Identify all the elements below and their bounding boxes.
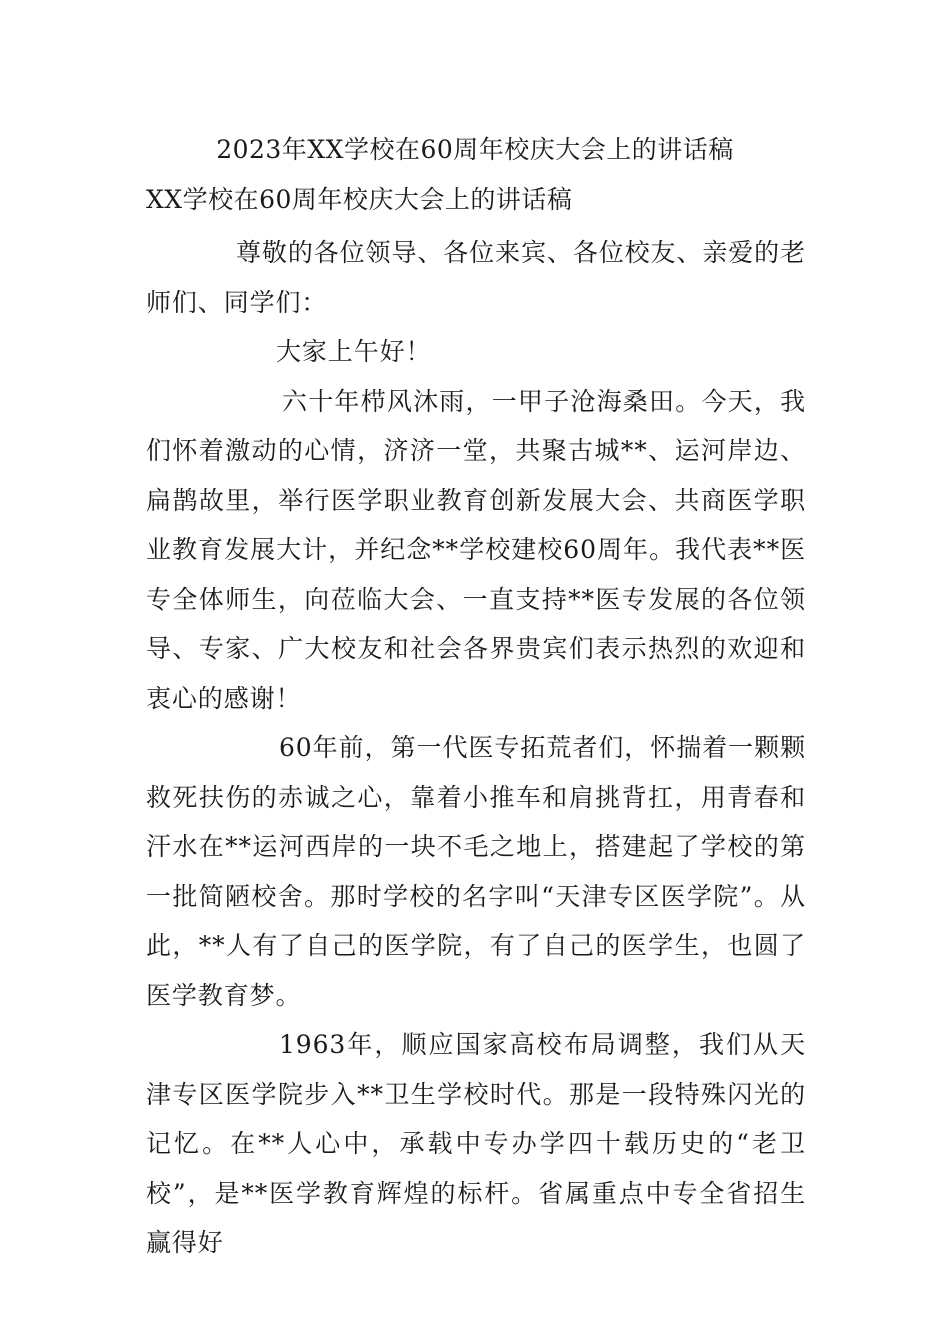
- document-subtitle: XX学校在60周年校庆大会上的讲话稿: [146, 185, 573, 214]
- document-body: [146, 228, 806, 1268]
- body-paragraph: 60年前，第一代医专拓荒者们，怀揣着一颗颗救死扶伤的赤诚之心，靠着小推车和肩挑背扛，用青春和汗水在**运河西岸的一块不毛之地上，搭建起了学校的第一批简陋校舍。那时学校的名字叫“天津专区医学院”。从此，**人有了自己的医学院，有了自己的医学生，也圆了医学教育梦。: [146, 733, 806, 1010]
- greeting-paragraph: 大家上午好！: [276, 337, 432, 366]
- body-paragraph: 六十年栉风沐雨，一甲子沧海桑田。今天，我们怀着激动的心情，济济一堂，共聚古城**、运河岸边、扁鹊故里，举行医学职业教育创新发展大会、共商医学职业教育发展大计，并纪念**学校建校60周年。我代表**医专全体师生，向莅临大会、一直支持**医专发展的各位领导、专家、广大校友和社会各界贵宾们表示热烈的欢迎和衷心的感谢！: [146, 386, 806, 713]
- salutation-paragraph: 尊敬的各位领导、各位来宾、各位校友、亲爱的老师们、同学们：: [146, 238, 806, 317]
- body-paragraph: 1963年，顺应国家高校布局调整，我们从天津专区医学院步入**卫生学校时代。那是一段特殊闪光的记忆。在**人心中，承载中专办学四十载历史的“老卫校”，是**医学教育辉煌的标杆。省属重点中专全省招生赢得好: [146, 1030, 806, 1257]
- document-title: 2023年XX学校在60周年校庆大会上的讲话稿: [216, 135, 734, 164]
